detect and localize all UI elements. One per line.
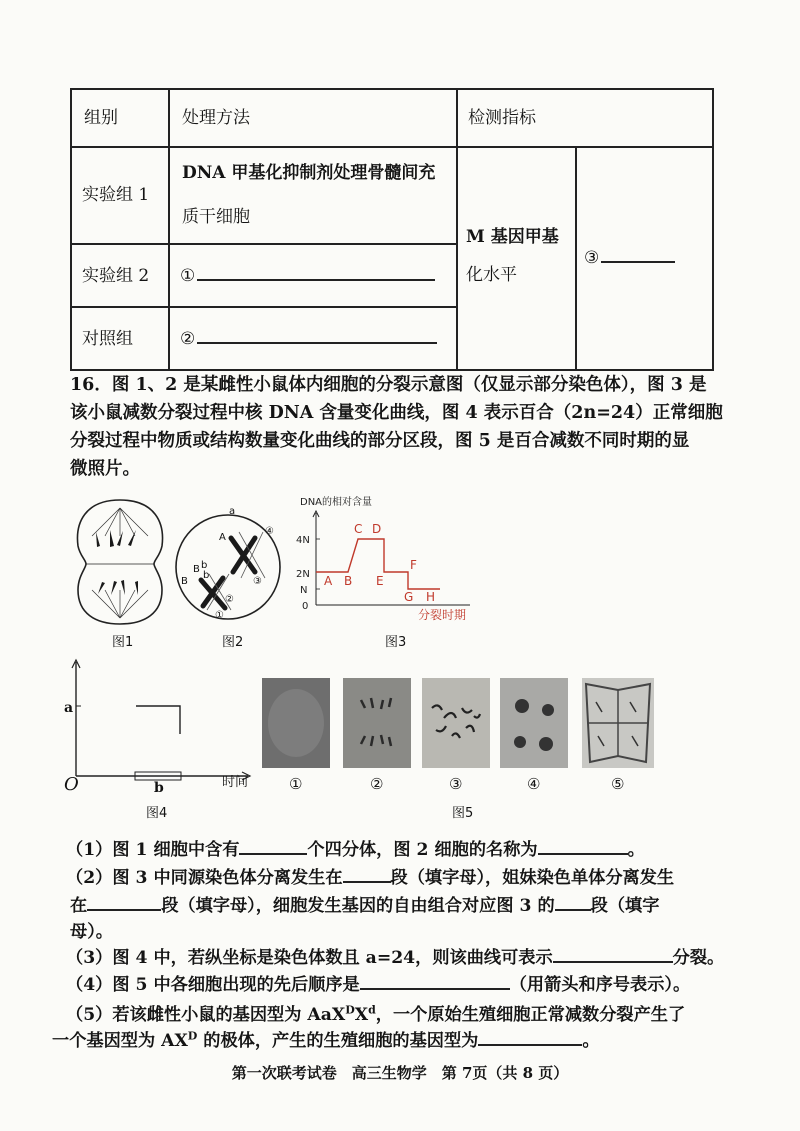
fig5-label: 图5 bbox=[452, 806, 474, 821]
header-indicator: 检测指标 bbox=[468, 108, 536, 128]
q5-text-d: 的极体，产生的生殖细胞的基因型为 bbox=[197, 1031, 479, 1051]
fig1-label: 图1 bbox=[112, 635, 134, 650]
q5-sup-2: d bbox=[368, 1003, 376, 1017]
q3-text-b: 分裂。 bbox=[672, 948, 725, 968]
q1-blank-1[interactable] bbox=[239, 835, 307, 855]
fig2-letter-3: B bbox=[193, 564, 200, 575]
figure-1 bbox=[70, 498, 170, 628]
q4-blank[interactable] bbox=[360, 970, 510, 990]
q5-sup-1: D bbox=[345, 1003, 355, 1017]
q2-text-e: 段（填字 bbox=[590, 896, 660, 916]
page-footer: 第一次联考试卷 高三生物学 第 7页（共 8 页） bbox=[231, 1064, 569, 1082]
fig3-ytick-0: 0 bbox=[302, 601, 309, 612]
q5-text-b: ，一个原始生殖细胞正常减数分裂产生了 bbox=[375, 1005, 686, 1025]
q2-blank-3[interactable] bbox=[555, 891, 591, 911]
q5-text-a: （5）若该雌性小鼠的基因型为 AaX bbox=[66, 1005, 346, 1025]
q2-text-a: （2）图 3 中同源染色体分离发生在 bbox=[66, 868, 343, 888]
fig5-num-1: ① bbox=[289, 775, 303, 793]
indicator-line2: 化水平 bbox=[466, 265, 517, 285]
subquestion-1 bbox=[66, 835, 756, 860]
fig2-letter-1: a bbox=[229, 506, 236, 517]
indicator-blank-mark: ③ bbox=[584, 248, 600, 268]
fig3-point-f: F bbox=[410, 558, 417, 572]
q16-line1: 16．图 1、2 是某雌性小鼠体内细胞的分裂示意图（仅显示部分染色体），图 3 是 bbox=[70, 375, 707, 395]
figure-3-dna-chart bbox=[288, 493, 478, 628]
subquestion-2-line3: 母）。 bbox=[70, 922, 113, 942]
fig2-letter-2: A bbox=[219, 532, 226, 543]
subquestion-5-line2 bbox=[52, 1026, 742, 1051]
q2-text-b: 段（填字母），姐妹染色单体分离发生 bbox=[390, 868, 675, 888]
fig2-letter-6: B bbox=[181, 576, 188, 587]
subquestion-2-line1 bbox=[66, 863, 756, 888]
q2-blank-2[interactable] bbox=[87, 891, 161, 911]
fig5-num-2: ② bbox=[370, 775, 384, 793]
fig3-ytick-4n: 4N bbox=[296, 535, 310, 546]
row2-method bbox=[180, 259, 435, 293]
micrograph-2 bbox=[343, 678, 411, 768]
experiment-table bbox=[70, 88, 714, 371]
fig4-a: a bbox=[64, 700, 74, 716]
row3-method bbox=[180, 322, 437, 356]
fig2-letter-4: b bbox=[201, 560, 208, 571]
fig4-b: b bbox=[154, 780, 164, 796]
subquestion-4 bbox=[66, 970, 756, 995]
fig3-point-c: C bbox=[354, 522, 363, 536]
row3-method-mark: ② bbox=[180, 329, 196, 349]
fig3-label: 图3 bbox=[385, 635, 407, 650]
row2-method-mark: ① bbox=[180, 266, 196, 286]
fig2-num-3: ② bbox=[225, 594, 234, 605]
q1-text-b: 个四分体，图 2 细胞的名称为 bbox=[307, 840, 538, 860]
q3-text-a: （3）图 4 中，若纵坐标是染色体数且 a=24，则该曲线可表示 bbox=[66, 948, 553, 968]
fig2-label: 图2 bbox=[222, 635, 244, 650]
fig3-point-d: D bbox=[372, 522, 382, 536]
fig3-point-e: E bbox=[376, 574, 384, 588]
indicator-blank bbox=[584, 241, 675, 275]
subquestion-5-line1 bbox=[66, 1000, 756, 1025]
fig3-point-a: A bbox=[324, 574, 333, 588]
fig5-num-4: ④ bbox=[527, 775, 541, 793]
figure-4-chart bbox=[62, 658, 262, 798]
figure-2 bbox=[173, 492, 288, 627]
fig4-xlabel: 时间 bbox=[222, 775, 249, 790]
answer-blank-3[interactable] bbox=[601, 243, 675, 263]
header-method: 处理方法 bbox=[182, 108, 250, 128]
fig3-ylabel: DNA的相对含量 bbox=[300, 497, 373, 508]
q1-text-c: 。 bbox=[627, 840, 645, 860]
q1-text-a: （1）图 1 细胞中含有 bbox=[66, 840, 240, 860]
q2-blank-1[interactable] bbox=[343, 863, 391, 883]
fig3-point-b: B bbox=[344, 574, 353, 588]
fig3-point-g: G bbox=[404, 590, 414, 604]
fig5-num-3: ③ bbox=[449, 775, 463, 793]
row3-group: 对照组 bbox=[82, 329, 133, 349]
micrograph-3 bbox=[422, 678, 490, 768]
q1-blank-2[interactable] bbox=[538, 835, 628, 855]
q5-text-e: 。 bbox=[582, 1031, 600, 1051]
fig3-point-h: H bbox=[426, 590, 436, 604]
answer-blank-2[interactable] bbox=[197, 324, 437, 344]
q5-x: X bbox=[354, 1005, 369, 1025]
fig2-letter-5: b bbox=[203, 570, 210, 581]
q4-text-b: （用箭头和序号表示）。 bbox=[509, 975, 691, 995]
fig4-label: 图4 bbox=[146, 806, 168, 821]
q16-line2: 该小鼠减数分裂过程中核 DNA 含量变化曲线，图 4 表示百合（2n=24）正常细胞 bbox=[70, 403, 723, 423]
q3-blank[interactable] bbox=[553, 943, 673, 963]
fig4-origin: O bbox=[64, 774, 79, 795]
micrograph-1 bbox=[262, 678, 330, 768]
fig2-num-2: ③ bbox=[253, 576, 262, 587]
fig5-num-5: ⑤ bbox=[611, 775, 625, 793]
micrograph-4 bbox=[500, 678, 568, 768]
q2-text-c: 在 bbox=[70, 896, 88, 916]
fig3-ytick-n: N bbox=[300, 585, 308, 596]
fig3-ytick-2n: 2N bbox=[296, 569, 310, 580]
row1-group: 实验组 1 bbox=[82, 185, 150, 205]
subquestion-3 bbox=[66, 943, 756, 968]
row1-method-line2: 质干细胞 bbox=[182, 207, 250, 227]
answer-blank-1[interactable] bbox=[197, 261, 435, 281]
fig2-num-4: ① bbox=[215, 610, 224, 621]
header-group: 组别 bbox=[84, 108, 118, 128]
row2-group: 实验组 2 bbox=[82, 266, 150, 286]
q5-sup-3: D bbox=[187, 1029, 198, 1043]
q16-line4: 微照片。 bbox=[70, 459, 140, 479]
q5-text-c: 一个基因型为 AX bbox=[52, 1031, 188, 1051]
fig2-num-1: ④ bbox=[265, 526, 274, 537]
micrograph-5 bbox=[582, 678, 654, 768]
q4-text-a: （4）图 5 中各细胞出现的先后顺序是 bbox=[66, 975, 360, 995]
q2-text-d: 段（填字母），细胞发生基因的自由组合对应图 3 的 bbox=[161, 896, 555, 916]
row1-method-line1: DNA 甲基化抑制剂处理骨髓间充 bbox=[182, 163, 436, 183]
q16-line3: 分裂过程中物质或结构数量变化曲线的部分区段，图 5 是百合减数不同时期的显 bbox=[70, 431, 690, 451]
indicator-line1: M 基因甲基 bbox=[466, 227, 559, 247]
fig3-xlabel: 分裂时期 bbox=[418, 608, 467, 622]
subquestion-2-line2 bbox=[70, 891, 760, 916]
q5-blank[interactable] bbox=[478, 1026, 582, 1046]
